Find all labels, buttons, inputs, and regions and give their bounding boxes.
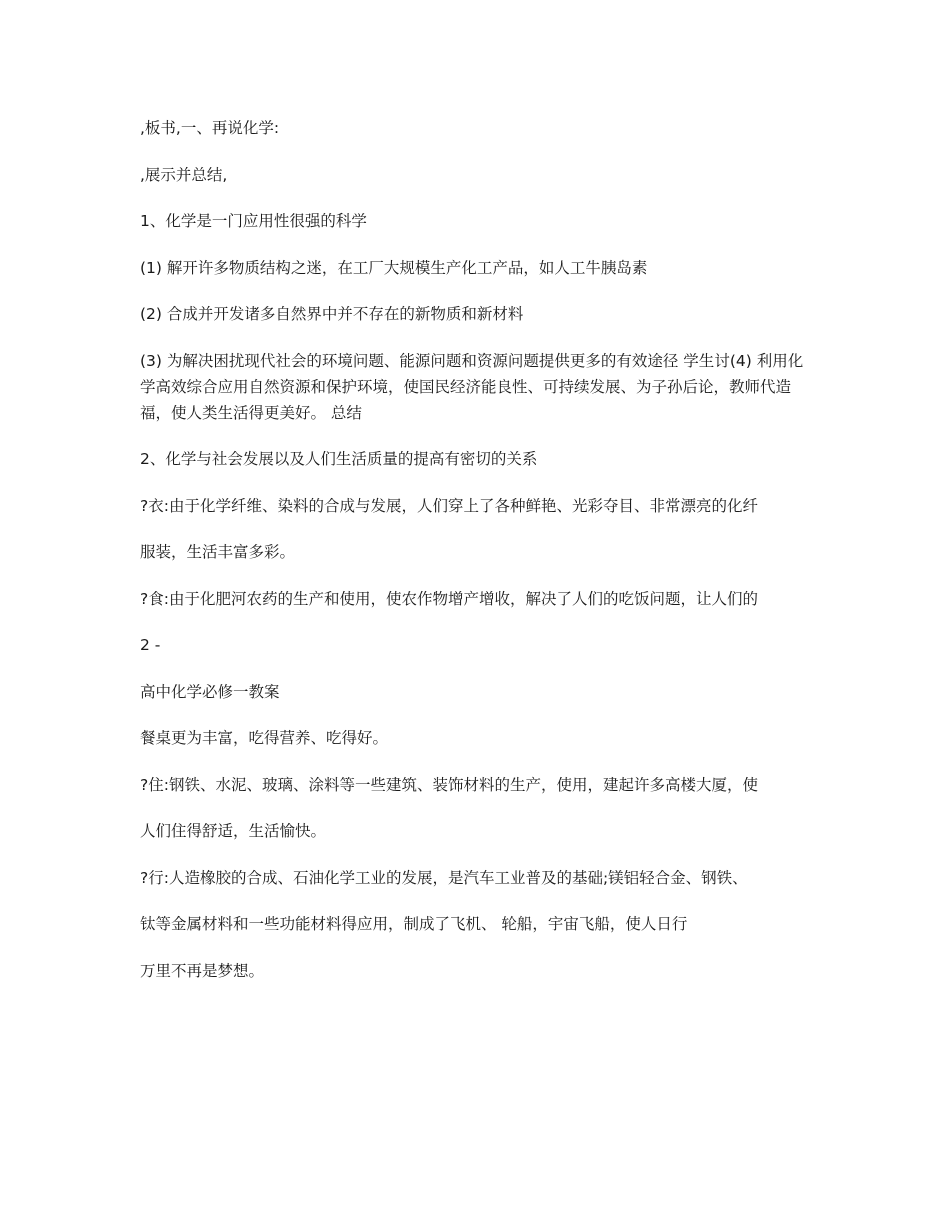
section-heading-1: 1、化学是一门应用性很强的科学 — [140, 212, 367, 230]
page-number: 2 - — [140, 636, 161, 654]
board-heading: ,板书,一、再说化学: — [140, 119, 280, 137]
housing-paragraph: ?住:钢铁、水泥、玻璃、涂料等一些建筑、装饰材料的生产，使用，建起许多高楼大厦，使 — [140, 775, 758, 794]
housing-continuation: 人们住得舒适，生活愉快。 — [140, 822, 327, 840]
travel-continuation: 钛等金属材料和一些功能材料得应用，制成了飞机、 轮船，宇宙飞船，使人日行 — [140, 915, 688, 933]
list-item-1: (1) 解开许多物质结构之迷，在工厂大规模生产化工产品，如人工牛胰岛素 — [140, 258, 648, 277]
summary-note: ,展示并总结, — [140, 165, 228, 184]
clothing-paragraph: ?衣:由于化学纤维、染料的合成与发展，人们穿上了各种鲜艳、光彩夺目、非常漂亮的化纤 — [140, 496, 758, 515]
page-header: 高中化学必修一教案 — [140, 682, 280, 701]
list-item-2: (2) 合成并开发诸多自然界中并不存在的新物质和新材料 — [140, 305, 524, 323]
travel-paragraph: ?行:人造橡胶的合成、石油化学工业的发展，是汽车工业普及的基础;镁铝轻合金、钢铁、 — [140, 868, 748, 887]
travel-ending: 万里不再是梦想。 — [140, 961, 265, 980]
food-paragraph: ?食:由于化肥河农药的生产和使用，使农作物增产增收，解决了人们的吃饭问题，让人们的 — [140, 589, 758, 608]
food-continuation: 餐桌更为丰富，吃得营养、吃得好。 — [140, 729, 389, 747]
clothing-continuation: 服装，生活丰富多彩。 — [140, 543, 296, 561]
list-item-3-4: (3) 为解决困扰现代社会的环境问题、能源问题和资源问题提供更多的有效途径 学生讨(4) 利用化学高效综合应用自然资源和保护环境，使国民经济能良性、可持续发展、为子孙后论，教师代造福，使人类生活得更美好。 总结 — [140, 351, 804, 422]
document-body — [140, 115, 805, 1004]
section-heading-2: 2、化学与社会发展以及人们生活质量的提高有密切的关系 — [140, 450, 538, 468]
